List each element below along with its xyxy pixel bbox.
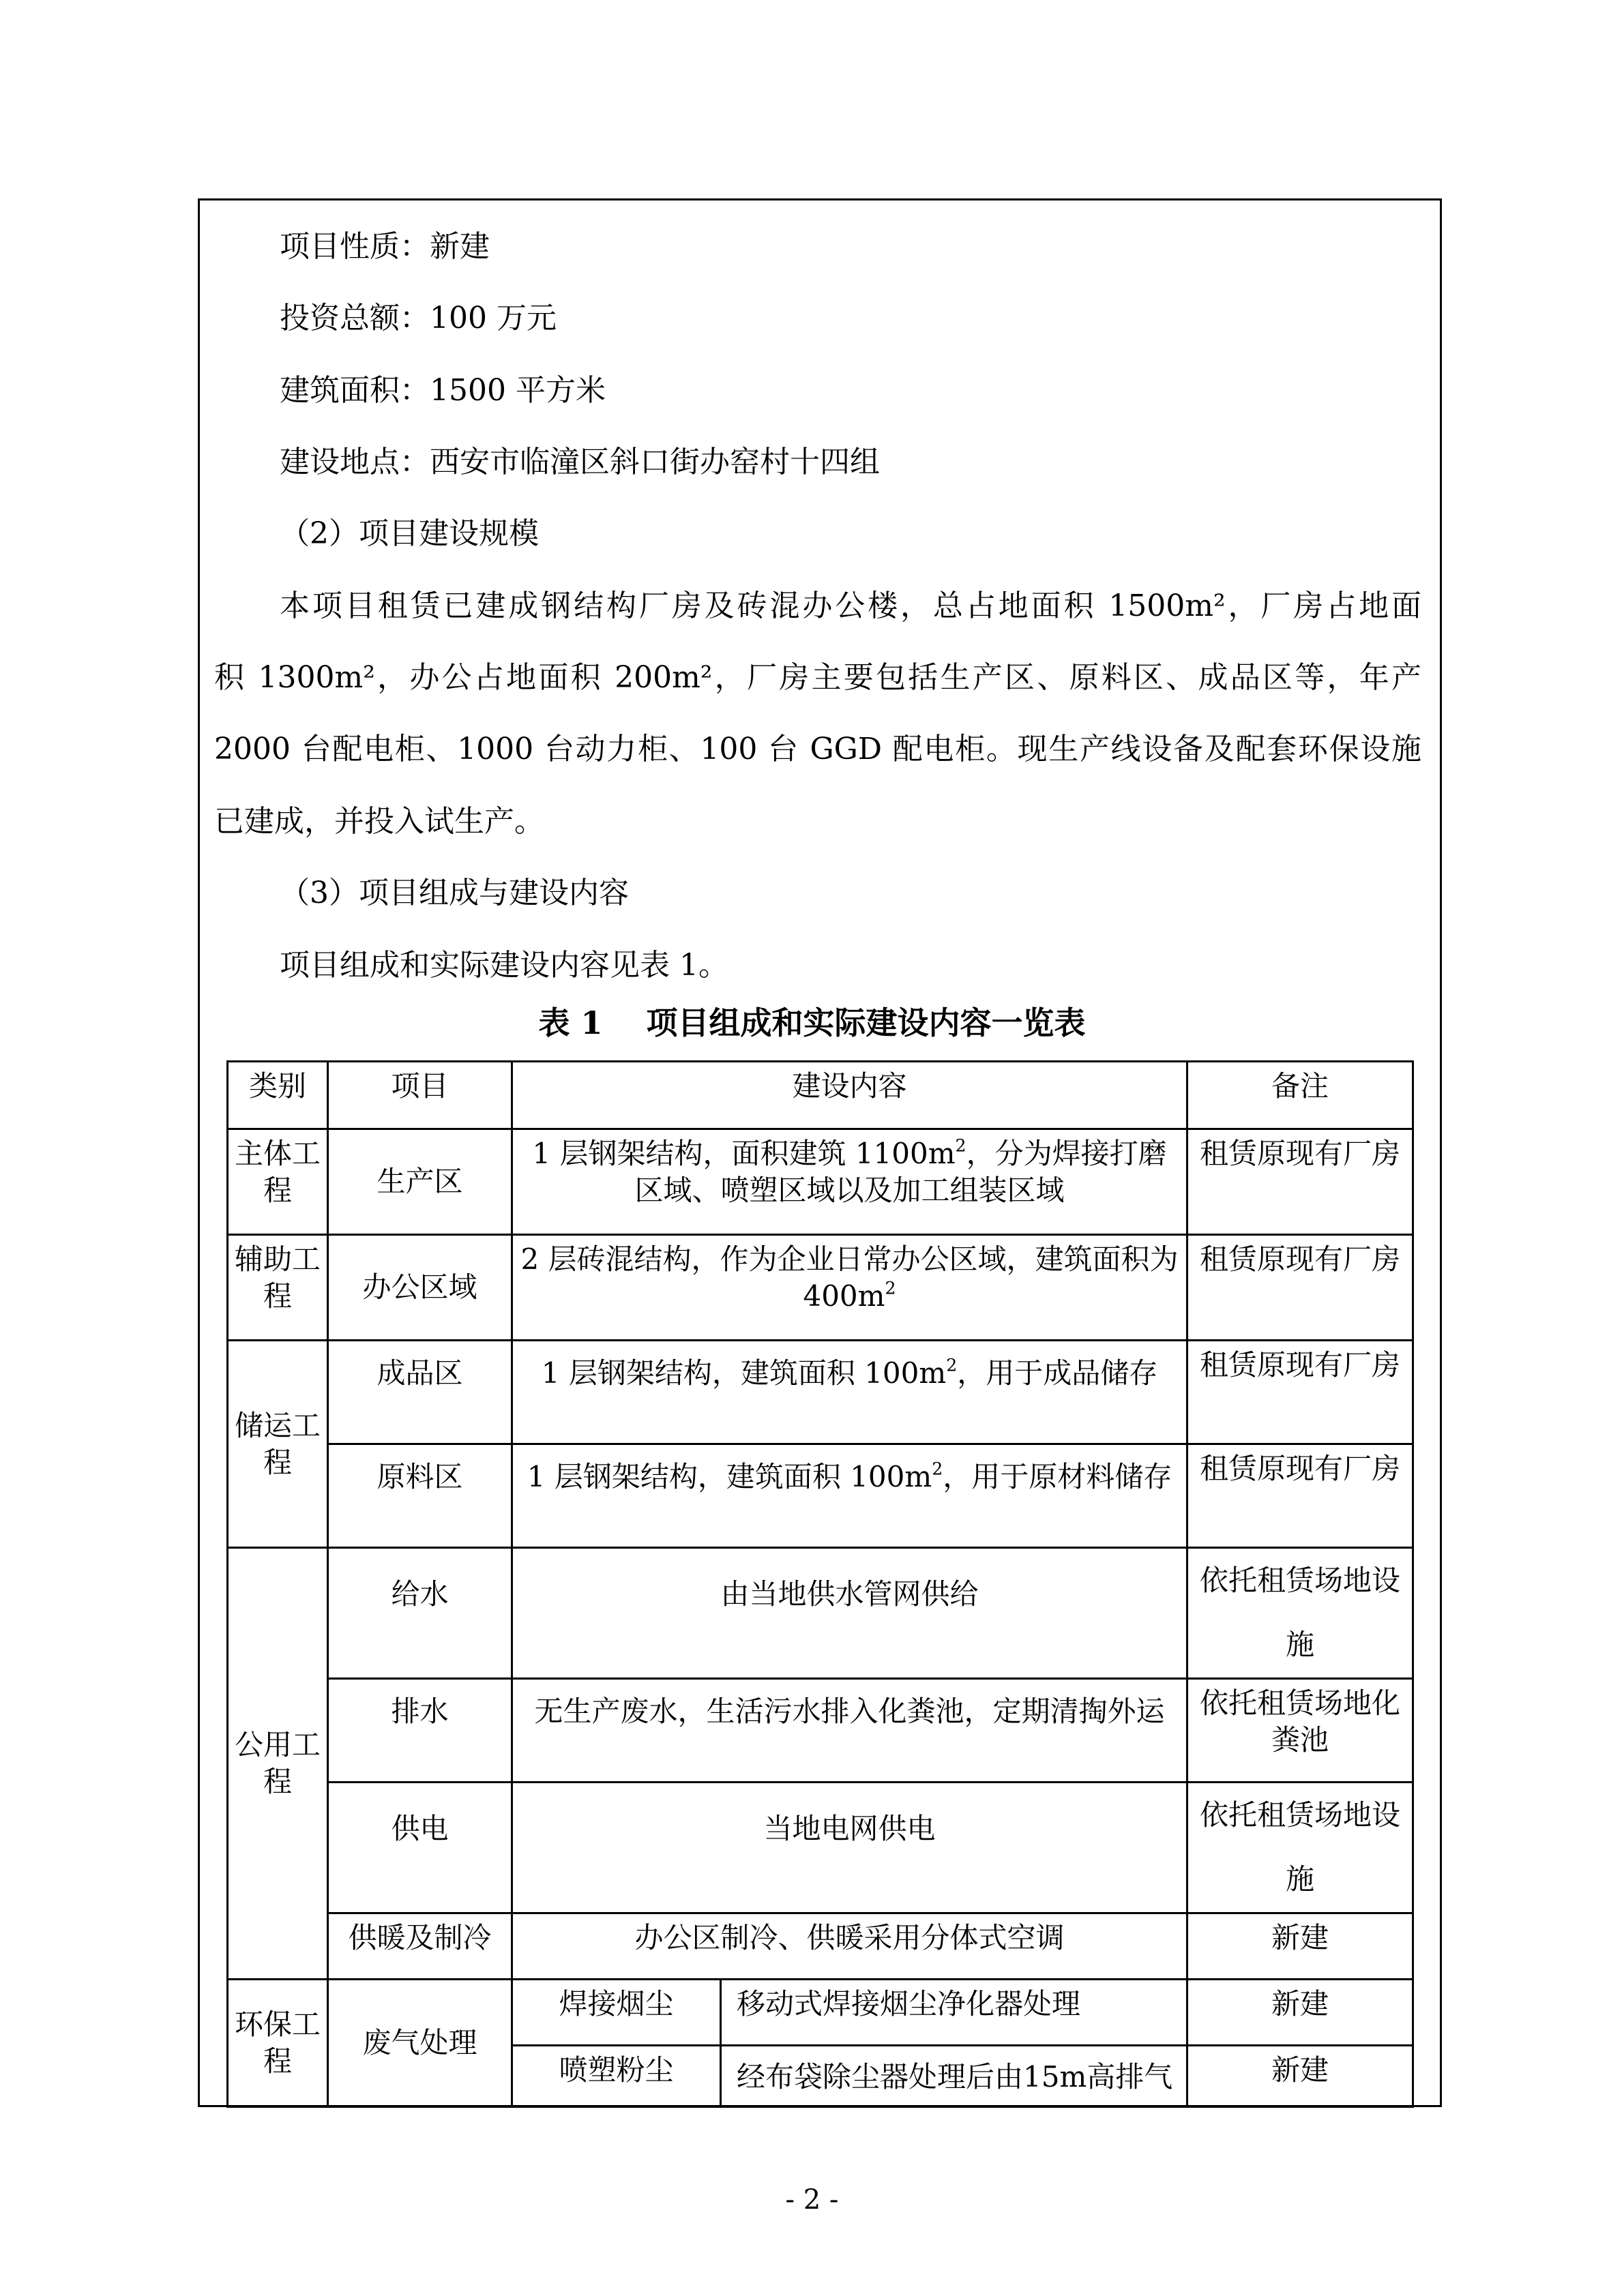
category-cell: 储运工程 bbox=[228, 1341, 328, 1548]
item-cell: 供电 bbox=[328, 1783, 512, 1913]
construction-table bbox=[226, 1060, 1414, 2108]
content-cell: 经布袋除尘器处理后由15m高排气 bbox=[721, 2046, 1187, 2107]
note-cell: 新建 bbox=[1187, 1980, 1413, 2046]
section-3-text: 项目组成和实际建设内容见表 1。 bbox=[280, 948, 728, 983]
table-row bbox=[228, 1913, 1413, 1980]
category-cell: 环保工程 bbox=[228, 1980, 328, 2107]
category-cell: 公用工程 bbox=[228, 1548, 328, 1980]
content-cell: 移动式焊接烟尘净化器处理 bbox=[721, 1980, 1187, 2046]
section-3-heading: （3）项目组成与建设内容 bbox=[280, 876, 629, 910]
note-cell: 新建 bbox=[1187, 1913, 1413, 1980]
item-cell: 原料区 bbox=[328, 1444, 512, 1548]
table-row bbox=[228, 1679, 1413, 1783]
note-cell: 依托租赁场地设施 bbox=[1187, 1783, 1413, 1913]
table-row bbox=[228, 1548, 1413, 1679]
table-row bbox=[228, 1235, 1413, 1341]
page-number: - 2 - bbox=[785, 2184, 839, 2216]
content-cell: 1 层钢架结构，建筑面积 $100m^2$，用于原材料储存 bbox=[512, 1444, 1187, 1548]
item-cell: 供暖及制冷 bbox=[328, 1913, 512, 1980]
note-cell: 租赁原现有厂房 bbox=[1187, 1235, 1413, 1341]
construction-site: 建设地点：西安市临潼区斜口街办窑村十四组 bbox=[280, 445, 880, 479]
scale-line-1: 本项目租赁已建成钢结构厂房及砖混办公楼，总占地面积 1500m²，厂房占地面 bbox=[280, 588, 1421, 623]
item-cell: 排水 bbox=[328, 1679, 512, 1783]
content-cell: 1 层钢架结构，建筑面积 $100m^2$，用于成品储存 bbox=[512, 1341, 1187, 1444]
note-cell: 租赁原现有厂房 bbox=[1187, 1444, 1413, 1548]
building-area: 建筑面积：1500 平方米 bbox=[280, 373, 606, 408]
sub-item-cell: 喷塑粉尘 bbox=[512, 2046, 721, 2107]
header-category: 类别 bbox=[228, 1062, 328, 1129]
header-content: 建设内容 bbox=[512, 1062, 1187, 1129]
scale-line-3: 2000 台配电柜、1000 台动力柜、100 台 GGD 配电柜。现生产线设备及配套环保设施 bbox=[214, 732, 1421, 766]
note-cell: 新建 bbox=[1187, 2046, 1413, 2107]
content-cell: 当地电网供电 bbox=[512, 1783, 1187, 1913]
note-cell: 依托租赁场地设施 bbox=[1187, 1548, 1413, 1679]
category-cell: 辅助工程 bbox=[228, 1235, 328, 1341]
content-cell: 无生产废水，生活污水排入化粪池，定期清掏外运 bbox=[512, 1679, 1187, 1783]
content-cell: 2 层砖混结构，作为企业日常办公区域，建筑面积为 $400m^2$ bbox=[512, 1235, 1187, 1341]
table-row bbox=[228, 1444, 1413, 1548]
investment-total: 投资总额：100 万元 bbox=[280, 301, 557, 336]
item-cell: 办公区域 bbox=[328, 1235, 512, 1341]
header-item: 项目 bbox=[328, 1062, 512, 1129]
scale-line-2: 积 1300m²，办公占地面积 200m²，厂房主要包括生产区、原料区、成品区等，年产 bbox=[214, 660, 1421, 695]
table-row bbox=[228, 1129, 1413, 1235]
content-cell: 1 层钢架结构，面积建筑 $1100m^2$，分为焊接打磨区域、喷塑区域以及加工组装区域 bbox=[512, 1129, 1187, 1235]
scale-line-4: 已建成，并投入试生产。 bbox=[214, 804, 544, 839]
sub-item-cell: 焊接烟尘 bbox=[512, 1980, 721, 2046]
note-cell: 租赁原现有厂房 bbox=[1187, 1341, 1413, 1444]
table-row bbox=[228, 1980, 1413, 2046]
table-row bbox=[228, 1783, 1413, 1913]
table-caption: 表 1 项目组成和实际建设内容一览表 bbox=[538, 1004, 1086, 1041]
section-2-heading: （2）项目建设规模 bbox=[280, 516, 539, 551]
table-row bbox=[228, 1341, 1413, 1444]
note-cell: 租赁原现有厂房 bbox=[1187, 1129, 1413, 1235]
note-cell: 依托租赁场地化粪池 bbox=[1187, 1679, 1413, 1783]
item-cell: 给水 bbox=[328, 1548, 512, 1679]
item-cell: 成品区 bbox=[328, 1341, 512, 1444]
table-header-row bbox=[228, 1062, 1413, 1129]
content-cell: 办公区制冷、供暖采用分体式空调 bbox=[512, 1913, 1187, 1980]
item-cell: 废气处理 bbox=[328, 1980, 512, 2107]
header-note: 备注 bbox=[1187, 1062, 1413, 1129]
category-cell: 主体工程 bbox=[228, 1129, 328, 1235]
content-cell: 由当地供水管网供给 bbox=[512, 1548, 1187, 1679]
project-nature: 项目性质：新建 bbox=[280, 229, 490, 264]
item-cell: 生产区 bbox=[328, 1129, 512, 1235]
